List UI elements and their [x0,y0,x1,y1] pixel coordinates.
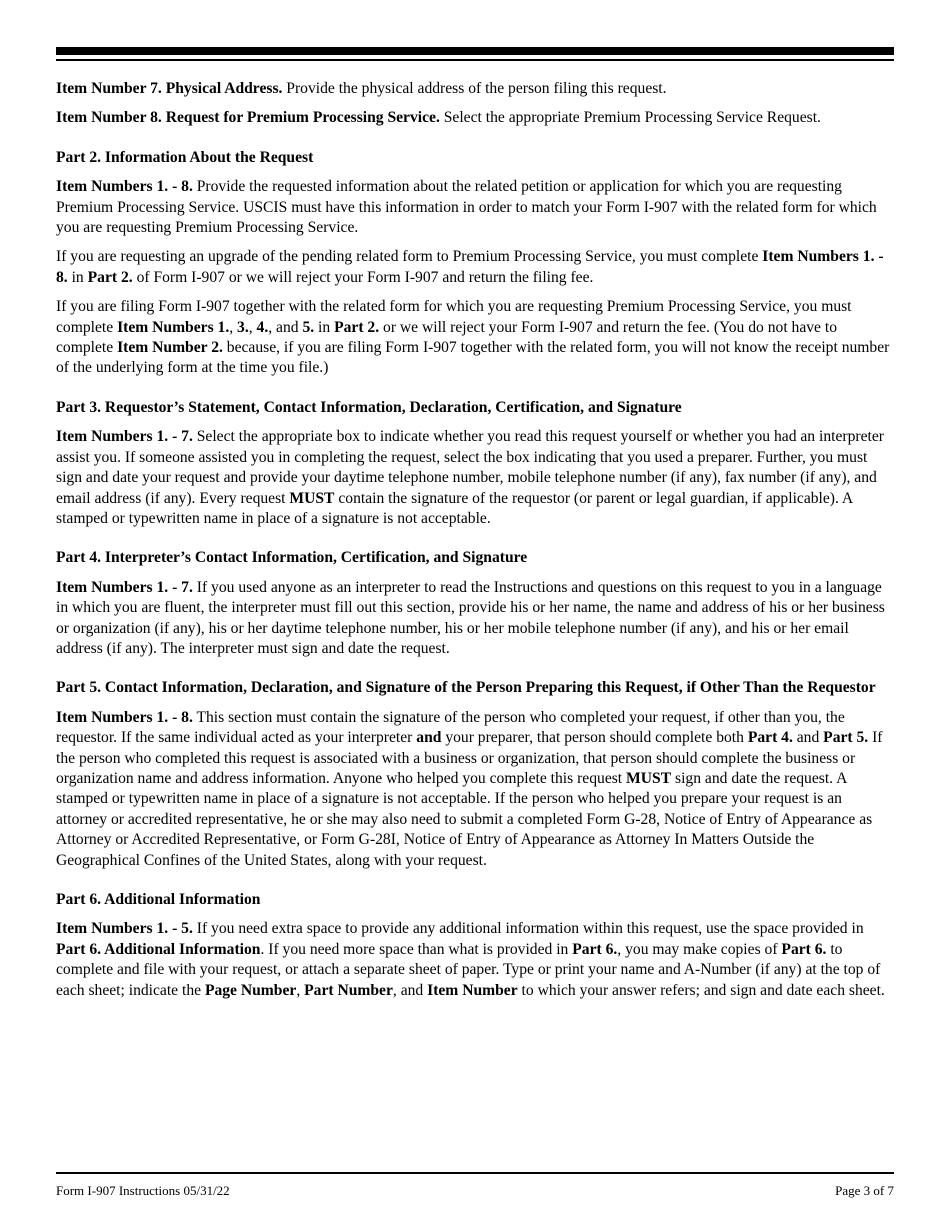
part-2-heading: Part 2. Information About the Request [56,148,314,166]
part-6-text-a: If you need extra space to provide any additional information within this request, use the space provided in [192,920,864,938]
part-2-p2-a: If you are requesting an upgrade of the pending related form to Premium Processing Service, you must complete [56,248,763,266]
part-5-text-c: your preparer, that person should complete both [441,729,748,747]
part-2-paragraph-2 [56,247,894,288]
item-8-text: Select the appropriate Premium Processing Service Request. [439,109,821,127]
part-3-item-label: Item Numbers 1. - 7. [56,428,193,446]
part-6-text-c: . If you need more space than what is provided in [260,940,573,958]
part-4-item-label: Item Numbers 1. - 7. [56,578,193,596]
item-8-label: Item Number 8. Request for Premium Processing Service. [56,109,440,127]
part-5-text-a: This section must contain the signature of the person who completed your request, if other than you, the requestor. If the same individual acted as your interpreter [56,708,845,747]
part-2-p3-h: 5. [302,318,315,336]
part-2-paragraph-3 [56,297,894,379]
part-6-text-k: , and [392,981,428,999]
part-4-heading: Part 4. Interpreter’s Contact Information, Certification, and Signature [56,549,528,567]
part-6-text-m: to which your answer refers; and sign and date each sheet. [517,981,885,999]
part-5-text-f: Part 5. [823,729,869,747]
part-6-item-label: Item Numbers 1. - 5. [56,920,193,938]
part-2-p3-a: If you are filing Form I-907 together with the related form for which you are requesting Premium Processing Service, you must complete [56,298,852,336]
part-2-paragraph-1 [56,177,894,238]
part-2-p3-l: Item Number 2. [117,339,223,357]
instructions-body [56,79,894,1010]
part-2-p3-i: in [314,318,335,336]
part-5-heading: Part 5. Contact Information, Declaration, and Signature of the Person Preparing this Request, if Other Than the Requestor [56,679,876,697]
part-6-text-d: Part 6. [572,940,618,958]
part-6-heading: Part 6. Additional Information [56,891,261,908]
part-6-paragraph [56,919,894,1001]
part-3-text-c: contain the signature of the requestor (or parent or legal guardian, if applicable). A stamped or typewritten name in place of a signature is not acceptable. [56,489,853,527]
part-2-p3-b: Item Numbers 1. [117,318,230,336]
part-5-paragraph [56,708,894,871]
header-rule-thick [56,47,894,55]
part-5-text-e: and [792,729,824,747]
part-3-text-a: Select the appropriate box to indicate whether you read this request yourself or whether you had an interpreter assist you. If someone assisted you in completing the request, select the box indicating that you used a preparer. Further, you must sign and date your request and provide your daytime telephone number, mobile telephone number (if any), fax number (if any), and email address (if any). Every request [56,428,884,507]
part-6-text-f: Part 6. [781,940,827,958]
part-2-p3-c: , [229,318,238,336]
part-6-text-h: Page Number [204,981,297,999]
item-7-paragraph [56,79,894,99]
part-2-text-1: Provide the requested information about the related petition or application for which you are requesting Premium Processing Service. USCIS must have this information in order to match your Form I-907 with the related form for which you are requesting Premium Processing Service. [56,178,877,237]
part-5-text-d: Part 4. [747,729,793,747]
part-2-p2-d: Part 2. [87,268,133,286]
part-2-p3-f: 4. [256,318,269,336]
item-7-label: Item Number 7. Physical Address. [56,80,283,97]
part-6-text-g: to complete and file with your request, or attach a separate sheet of paper. Type or print your name and A-Number (if any) at the top of each sheet; indicate the [56,940,881,999]
part-6-text-j: Part Number [304,981,393,999]
footer-page-number: Page 3 of 7 [835,1183,894,1198]
header-rule-thin [56,59,894,61]
item-8-paragraph [56,108,894,128]
part-6-text-l: Item Number [427,981,518,999]
part-4-text: If you used anyone as an interpreter to read the Instructions and questions on this request to you in a language in which you are fluent, the interpreter must fill out this section, provide his or her name, the name and address of his or her business or organization (if any), his or her daytime telephone number, his or her mobile telephone number (if any), and his or her email address (if any). The interpreter must sign and date the request. [56,578,885,657]
part-2-p3-j: Part 2. [334,318,380,336]
part-6-text-b: Part 6. Additional Information [56,940,261,958]
part-3-heading: Part 3. Requestor’s Statement, Contact Information, Declaration, Certification, and Signature [56,398,682,416]
part-5-text-i: sign and date the request. A stamped or typewritten name in place of a signature is not acceptable. If the person who helped you prepare your request is an attorney or accredited representative, he or she may also need to submit a completed Form G-28, Notice of Entry of Appearance as Attorney or Accredited Representative, or Form G-28I, Notice of Entry of Appearance as Attorney In Matters Outside the Geographical Confines of the United States, along with your request. [56,769,873,869]
part-2-p3-m: because, if you are filing Form I-907 together with the related form, you will not know the receipt number of the underlying form at the time you file.) [56,339,890,377]
footer-rule [56,1172,894,1174]
part-2-p2-b: Item Numbers 1. - 8. [56,248,884,286]
part-5-item-label: Item Numbers 1. - 8. [56,708,193,726]
footer-form-id: Form I-907 Instructions 05/31/22 [56,1183,230,1198]
part-2-p2-c: in [67,268,88,286]
part-3-text-b: MUST [289,489,335,507]
part-5-text-g: If the person who completed this request is associated with a business or organization, that person should complete the business or organization name and address information. Anyone who helped you complete this request [56,729,883,787]
part-4-paragraph [56,578,894,660]
part-2-p3-k: or we will reject your Form I-907 and return the fee. (You do not have to complete [56,318,838,357]
part-6-text-e: , you may make copies of [617,940,782,958]
item-7-text: Provide the physical address of the person filing this request. [282,80,667,97]
part-2-p3-g: , and [268,318,303,336]
part-5-text-b: and [416,729,442,747]
part-2-p3-e: , [248,318,257,336]
part-2-p3-d: 3. [237,318,249,336]
part-6-text-i: , [296,981,305,999]
part-3-paragraph [56,427,894,529]
part-2-item-label: Item Numbers 1. - 8. [56,178,193,196]
part-2-p2-e: of Form I-907 or we will reject your Form I-907 and return the filing fee. [132,268,594,286]
part-5-text-h: MUST [626,769,672,787]
